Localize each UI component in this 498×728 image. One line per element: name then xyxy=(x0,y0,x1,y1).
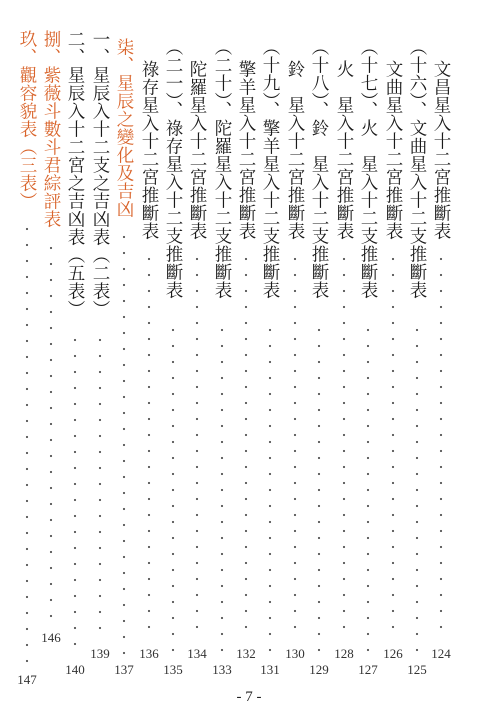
toc-entry-title: 一、星辰入十二支之吉凶表（二表） xyxy=(90,30,110,318)
toc-entry[interactable] xyxy=(282,30,308,661)
toc-entry[interactable] xyxy=(233,30,259,661)
toc-entry-page-number: 137 xyxy=(114,662,134,677)
toc-entry-title: 擎羊星入十二宮推斷表 xyxy=(236,60,256,240)
toc-entry-title: 玖、觀容貌表（三表） xyxy=(17,30,37,210)
toc-entry-title: （十七）、火 星入十二支推斷表 xyxy=(358,38,378,300)
toc-entry-title: 火 星入十二宮推斷表 xyxy=(334,60,354,240)
toc-entry[interactable] xyxy=(111,30,137,677)
toc-entry-title: 文昌星入十二宮推斷表 xyxy=(431,60,451,240)
toc-entry-page-number: 146 xyxy=(41,630,61,645)
toc-entry[interactable] xyxy=(136,30,162,661)
toc-entry[interactable] xyxy=(257,30,283,677)
toc-entry-page-number: 135 xyxy=(163,662,183,677)
toc-entry-title: （十八）、鈴 星入十二支推斷表 xyxy=(309,38,329,300)
toc-entry-page-number: 131 xyxy=(260,662,280,677)
dot-leader xyxy=(415,322,419,657)
toc-entry-page-number: 139 xyxy=(90,646,110,661)
dot-leader xyxy=(49,240,53,625)
toc-entry[interactable] xyxy=(331,30,357,661)
toc-entry-page-number: 129 xyxy=(309,662,329,677)
dot-leader xyxy=(439,251,443,640)
dot-leader xyxy=(171,322,175,657)
dot-leader xyxy=(317,322,321,657)
toc-entry-page-number: 132 xyxy=(236,646,256,661)
dot-leader xyxy=(293,251,297,640)
toc-entry[interactable] xyxy=(209,30,235,677)
toc-entry-title: 祿存星入十二宮推斷表 xyxy=(139,60,159,240)
toc-entry[interactable] xyxy=(184,30,210,661)
dot-leader xyxy=(220,322,224,657)
toc-entry-title: 鈴 星入十二宮推斷表 xyxy=(285,60,305,240)
dot-leader xyxy=(195,251,199,640)
toc-entry[interactable] xyxy=(87,30,113,661)
toc-entry-title: 二、星辰入十二宮之吉凶表（五表） xyxy=(65,30,85,318)
dot-leader xyxy=(73,332,77,656)
dot-leader xyxy=(244,251,248,640)
toc-entry[interactable] xyxy=(355,30,381,677)
toc-entry-page-number: 128 xyxy=(334,646,354,661)
dot-leader xyxy=(147,251,151,640)
toc-entry-title: 陀羅星入十二宮推斷表 xyxy=(187,60,207,240)
toc-entry-title: （二十）、陀羅星入十二支推斷表 xyxy=(212,38,232,300)
dot-leader xyxy=(25,221,29,666)
toc-entry[interactable] xyxy=(38,30,64,650)
dot-leader xyxy=(342,251,346,640)
toc-entry-title: （十九）、擎羊星入十二支推斷表 xyxy=(260,38,280,300)
toc-entry[interactable] xyxy=(404,30,430,677)
toc-entry-page-number: 140 xyxy=(65,662,85,677)
toc-entry-page-number: 147 xyxy=(17,672,37,687)
toc-entry[interactable] xyxy=(14,30,40,687)
toc-entry-title: 柒、星辰之變化及吉凶 xyxy=(114,38,134,218)
dot-leader xyxy=(391,251,395,640)
toc-entry-title: （十六）、文曲星入十二支推斷表 xyxy=(407,38,427,300)
toc-entry-title: （二一）、祿存星入十二支推斷表 xyxy=(163,38,183,300)
toc-entry-title: 捌、紫薇斗數斗君綜評表 xyxy=(41,30,61,228)
toc-entry-page-number: 130 xyxy=(285,646,305,661)
toc-entry-title: 文曲星入十二宮推斷表 xyxy=(383,60,403,240)
toc-entry-page-number: 124 xyxy=(431,646,451,661)
dot-leader xyxy=(366,322,370,657)
toc-entry[interactable] xyxy=(160,30,186,677)
toc-entry-page-number: 125 xyxy=(407,662,427,677)
toc-entry[interactable] xyxy=(306,30,332,677)
page-number-footer: - 7 - xyxy=(236,689,262,705)
dot-leader xyxy=(122,229,126,656)
toc-entry-page-number: 133 xyxy=(212,662,232,677)
toc-entry[interactable] xyxy=(380,30,406,661)
dot-leader xyxy=(98,332,102,640)
toc-entry-page-number: 126 xyxy=(383,646,403,661)
toc-entry-page-number: 136 xyxy=(139,646,159,661)
toc-entry-page-number: 127 xyxy=(358,662,378,677)
toc-entry[interactable] xyxy=(62,30,88,677)
toc-entry-page-number: 134 xyxy=(187,646,207,661)
dot-leader xyxy=(268,322,272,657)
toc-entry[interactable] xyxy=(428,30,454,661)
